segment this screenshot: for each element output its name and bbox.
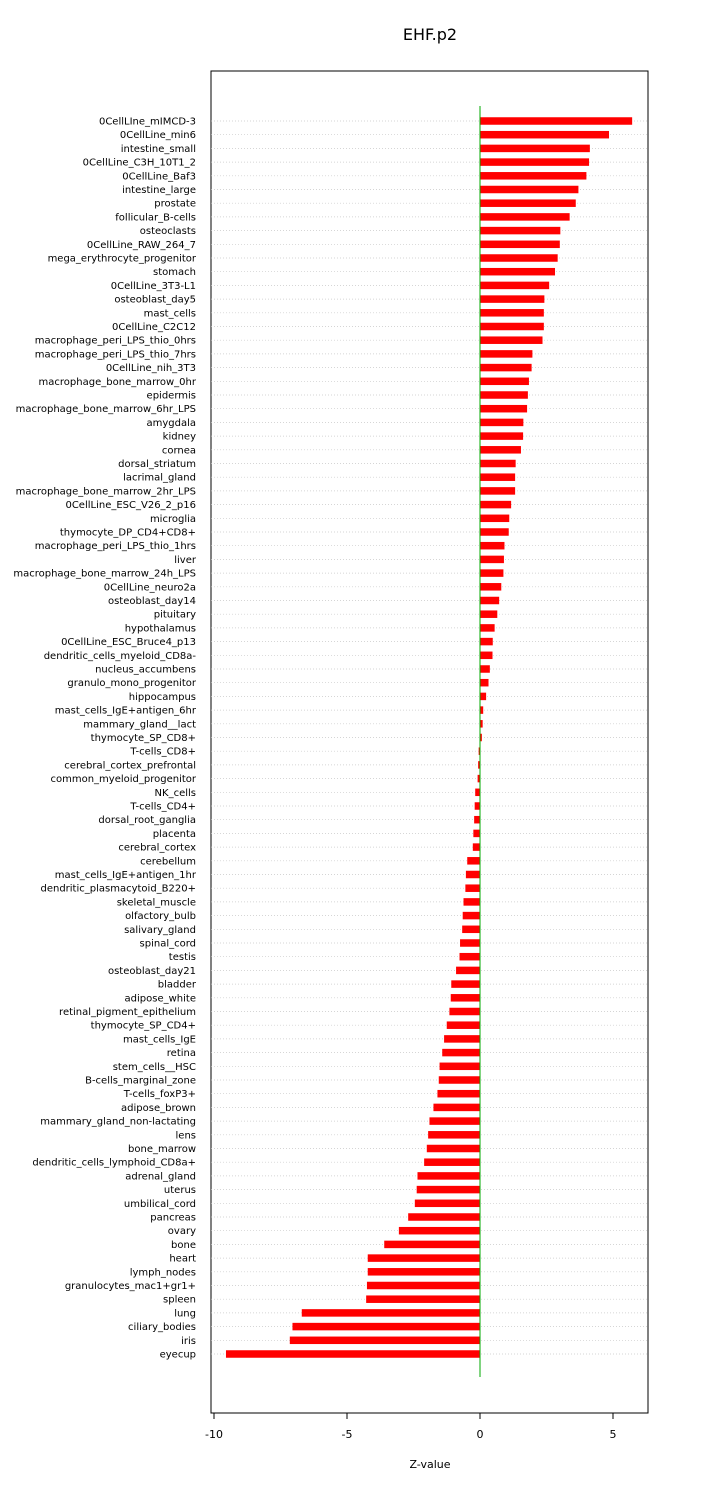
bar-osteoblast_day14 [480, 597, 499, 605]
bar-0CellLine_neuro2a [480, 583, 501, 591]
bar-B-cells_marginal_zone [439, 1076, 480, 1084]
category-label: mast_cells_IgE+antigen_1hr [54, 870, 196, 881]
category-label: stomach [153, 267, 196, 279]
category-label: cerebral_cortex_prefrontal [64, 760, 196, 772]
bar-intestine_small [480, 145, 590, 153]
category-label: lacrimal_gland [123, 472, 196, 484]
bar-0CellLine_3T3-L1 [480, 282, 549, 290]
category-label: heart [169, 1253, 196, 1265]
category-label: 0CellLine_neuro2a [103, 582, 196, 594]
bar-skeletal_muscle [464, 898, 480, 906]
category-label: dorsal_root_ganglia [98, 815, 196, 827]
category-label: 0CellLine_ESC_V26_2_p16 [65, 500, 196, 512]
category-label: bladder [157, 979, 196, 991]
category-label: olfactory_bulb [125, 911, 196, 923]
category-label: liver [174, 554, 196, 566]
category-label: umbilical_cord [123, 1198, 196, 1210]
bar-mast_cells_IgE+antigen_1hr [466, 871, 480, 879]
bar-0CellLine_nih_3T3 [480, 364, 532, 372]
bar-0CellLine_ESC_V26_2_p16 [480, 501, 511, 509]
category-label: spleen [163, 1294, 196, 1306]
bar-dorsal_striatum [480, 460, 516, 468]
bar-intestine_large [480, 186, 578, 194]
bar-hippocampus [480, 693, 486, 701]
bar-umbilical_cord [415, 1200, 480, 1208]
x-axis-title: Z-value [409, 1458, 451, 1471]
bar-thymocyte_SP_CD4+ [447, 1021, 480, 1028]
bar-cerebral_cortex [473, 843, 480, 851]
chart-title: EHF.p2 [402, 25, 458, 44]
category-label: macrophage_bone_marrow_6hr_LPS [15, 404, 196, 416]
plot-frame [211, 71, 648, 1413]
category-label: uterus [163, 1185, 196, 1197]
bar-macrophage_peri_LPS_thio_1hrs [480, 542, 504, 550]
bar-iris [290, 1337, 480, 1345]
category-label: adipose_brown [121, 1102, 196, 1114]
category-label: osteoblast_day21 [107, 965, 196, 977]
bar-dendritic_plasmacytoid_B220+ [465, 884, 480, 892]
bar-0CellLine_C3H_10T1_2 [480, 158, 589, 166]
category-label: spinal_cord [139, 938, 196, 950]
category-label: cerebellum [140, 856, 196, 868]
category-label: nucleus_accumbens [95, 664, 196, 676]
x-tick-label: -5 [341, 1428, 353, 1441]
bar-dendritic_cells_myeloid_CD8a- [480, 652, 493, 660]
category-label: pituitary [153, 609, 196, 621]
bar-cornea [480, 446, 521, 454]
category-label: dorsal_striatum [118, 459, 196, 470]
bar-lens [428, 1131, 480, 1139]
category-label: epidermis [146, 390, 196, 402]
category-label: mast_cells_IgE [122, 1034, 196, 1046]
bar-uterus [417, 1186, 480, 1194]
category-label: common_myeloid_progenitor [50, 774, 196, 786]
bar-NK_cells [475, 789, 480, 797]
category-label: amygdala [146, 417, 196, 429]
bar-0CellLine_ESC_Bruce4_p13 [480, 638, 493, 646]
category-label: mast_cells [143, 308, 196, 320]
bar-osteoclasts [480, 227, 560, 235]
bar-retinal_pigment_epithelium [449, 1008, 480, 1016]
bar-adrenal_gland [417, 1172, 480, 1180]
category-label: pancreas [150, 1212, 196, 1224]
category-label: 0CellLine_C3H_10T1_2 [82, 157, 196, 169]
category-label: macrophage_bone_marrow_24h_LPS [13, 568, 196, 580]
bar-follicular_B-cells [480, 213, 570, 221]
bar-mega_erythrocyte_progenitor [480, 254, 558, 262]
bar-0CellLine_C2C12 [480, 323, 544, 331]
category-label: dendritic_cells_lymphoid_CD8a+ [32, 1157, 196, 1169]
category-label: lymph_nodes [129, 1267, 196, 1279]
category-label: mega_erythrocyte_progenitor [47, 253, 196, 265]
bar-T-cells_foxP3+ [437, 1090, 480, 1098]
category-label: thymocyte_DP_CD4+CD8+ [59, 527, 196, 539]
category-label: mast_cells_IgE+antigen_6hr [54, 705, 196, 717]
bar-spleen [366, 1295, 480, 1303]
bar-0CellLine_min6 [480, 131, 609, 139]
bar-osteoblast_day21 [456, 967, 480, 975]
bar-lacrimal_gland [480, 473, 515, 481]
category-label: ovary [167, 1226, 196, 1238]
bar-testis [460, 953, 480, 961]
bar-adipose_white [451, 994, 480, 1002]
category-label: T-cells_CD4+ [130, 801, 196, 813]
category-label: kidney [162, 431, 196, 443]
category-label: intestine_small [120, 143, 196, 155]
category-label: 0CellLIne_mIMCD-3 [98, 116, 196, 128]
category-label: T-cells_foxP3+ [123, 1089, 196, 1101]
bar-amygdala [480, 419, 523, 427]
category-label: microglia [149, 513, 196, 525]
category-label: hypothalamus [124, 623, 196, 635]
bar-pituitary [480, 610, 497, 618]
category-label: follicular_B-cells [115, 212, 196, 224]
category-label: thymocyte_SP_CD8+ [90, 733, 196, 744]
category-label: macrophage_bone_marrow_2hr_LPS [15, 486, 196, 498]
category-label: osteoclasts [139, 226, 196, 238]
grid-lines [211, 121, 648, 1354]
bar-granulocytes_mac1+gr1+ [367, 1282, 480, 1290]
bar-pancreas [408, 1213, 480, 1221]
category-label: intestine_large [122, 185, 196, 196]
bar-bone_marrow [427, 1145, 480, 1153]
bar-0CellLine_RAW_264_7 [480, 241, 560, 249]
bar-granulo_mono_progenitor [480, 679, 489, 687]
category-label: macrophage_peri_LPS_thio_0hrs [34, 335, 196, 347]
bar-liver [480, 556, 504, 564]
bar-heart [368, 1254, 480, 1262]
bar-macrophage_bone_marrow_6hr_LPS [480, 405, 527, 413]
bar-mast_cells_IgE [444, 1035, 480, 1043]
category-label: stem_cells__HSC [112, 1061, 196, 1073]
category-label: testis [168, 952, 196, 964]
category-label: iris [181, 1335, 196, 1347]
bar-0CellLine_Baf3 [480, 172, 586, 180]
category-label: 0CellLine_C2C12 [112, 322, 196, 333]
category-label: bone_marrow [128, 1144, 196, 1155]
category-label: lens [175, 1130, 196, 1142]
bar-prostate [480, 199, 576, 207]
category-labels [13, 117, 197, 1361]
category-label: 0CellLine_min6 [119, 130, 196, 142]
bar-macrophage_bone_marrow_24h_LPS [480, 569, 503, 577]
category-label: osteoblast_day5 [114, 294, 196, 306]
category-label: salivary_gland [124, 924, 196, 936]
bar-stomach [480, 268, 555, 276]
category-label: prostate [154, 198, 196, 210]
category-label: eyecup [159, 1349, 196, 1361]
category-label: NK_cells [154, 787, 196, 799]
category-label: osteoblast_day14 [107, 596, 196, 607]
bar-adipose_brown [433, 1104, 480, 1112]
bar-bladder [451, 980, 480, 988]
bar-T-cells_CD4+ [475, 802, 480, 810]
category-label: macrophage_peri_LPS_thio_1hrs [34, 541, 196, 553]
bar-0CellLIne_mIMCD-3 [480, 117, 632, 125]
category-label: 0CellLine_RAW_264_7 [86, 239, 196, 251]
bar-mast_cells [480, 309, 544, 317]
bar-eyecup [226, 1350, 480, 1358]
category-label: granulocytes_mac1+gr1+ [64, 1281, 196, 1292]
category-label: retinal_pigment_epithelium [59, 1007, 196, 1018]
category-label: adipose_white [124, 993, 196, 1005]
bar-bone [384, 1241, 480, 1249]
bar-stem_cells__HSC [440, 1063, 480, 1071]
category-label: skeletal_muscle [116, 897, 196, 909]
category-label: mammary_gland__lact [83, 719, 196, 731]
bar-dendritic_cells_lymphoid_CD8a+ [424, 1158, 480, 1166]
category-label: B-cells_marginal_zone [85, 1075, 196, 1087]
bar-lymph_nodes [368, 1268, 480, 1276]
bar-olfactory_bulb [463, 912, 480, 920]
category-label: cerebral_cortex [118, 842, 196, 854]
category-label: mammary_gland_non-lactating [40, 1116, 196, 1128]
category-label: cornea [161, 445, 196, 457]
category-label: retina [166, 1048, 196, 1060]
x-tick-label: -10 [205, 1428, 223, 1441]
bar-epidermis [480, 391, 528, 399]
category-label: hippocampus [128, 691, 196, 703]
bar-spinal_cord [460, 939, 480, 947]
category-label: thymocyte_SP_CD4+ [90, 1020, 196, 1032]
x-tick-label: 0 [476, 1428, 484, 1441]
category-label: 0CellLine_Baf3 [122, 171, 196, 183]
category-label: granulo_mono_progenitor [67, 678, 196, 690]
category-label: placenta [152, 828, 196, 840]
bar-macrophage_bone_marrow_2hr_LPS [480, 487, 515, 495]
bar-retina [442, 1049, 480, 1057]
bar-kidney [480, 432, 523, 440]
x-tick-label: 5 [609, 1428, 617, 1441]
category-label: lung [174, 1308, 196, 1320]
category-label: macrophage_peri_LPS_thio_7hrs [34, 349, 196, 361]
bar-mammary_gland_non-lactating [429, 1117, 480, 1125]
bar-dorsal_root_ganglia [474, 816, 480, 824]
category-label: 0CellLine_3T3-L1 [110, 280, 196, 292]
bar-macrophage_peri_LPS_thio_0hrs [480, 336, 543, 344]
x-axis [205, 1413, 616, 1441]
category-label: macrophage_bone_marrow_0hr [38, 376, 196, 388]
category-label: bone [171, 1239, 196, 1251]
bar-ovary [399, 1227, 480, 1235]
bar-lung [302, 1309, 480, 1317]
bar-macrophage_peri_LPS_thio_7hrs [480, 350, 532, 358]
bar-ciliary_bodies [292, 1323, 480, 1331]
bar-nucleus_accumbens [480, 665, 490, 673]
category-label: dendritic_cells_myeloid_CD8a- [43, 650, 196, 662]
category-label: 0CellLine_nih_3T3 [105, 363, 196, 375]
bar-microglia [480, 515, 509, 523]
category-label: ciliary_bodies [128, 1322, 196, 1334]
bar-placenta [473, 830, 480, 838]
bar-cerebellum [467, 857, 480, 865]
category-label: dendritic_plasmacytoid_B220+ [40, 883, 196, 895]
bar-hypothalamus [480, 624, 495, 632]
category-label: T-cells_CD8+ [130, 746, 196, 758]
category-label: 0CellLine_ESC_Bruce4_p13 [61, 637, 196, 649]
bar-osteoblast_day5 [480, 295, 544, 303]
bar-thymocyte_DP_CD4+CD8+ [480, 528, 509, 536]
category-label: adrenal_gland [125, 1171, 196, 1183]
bar-macrophage_bone_marrow_0hr [480, 378, 529, 386]
bar-salivary_gland [462, 926, 480, 934]
